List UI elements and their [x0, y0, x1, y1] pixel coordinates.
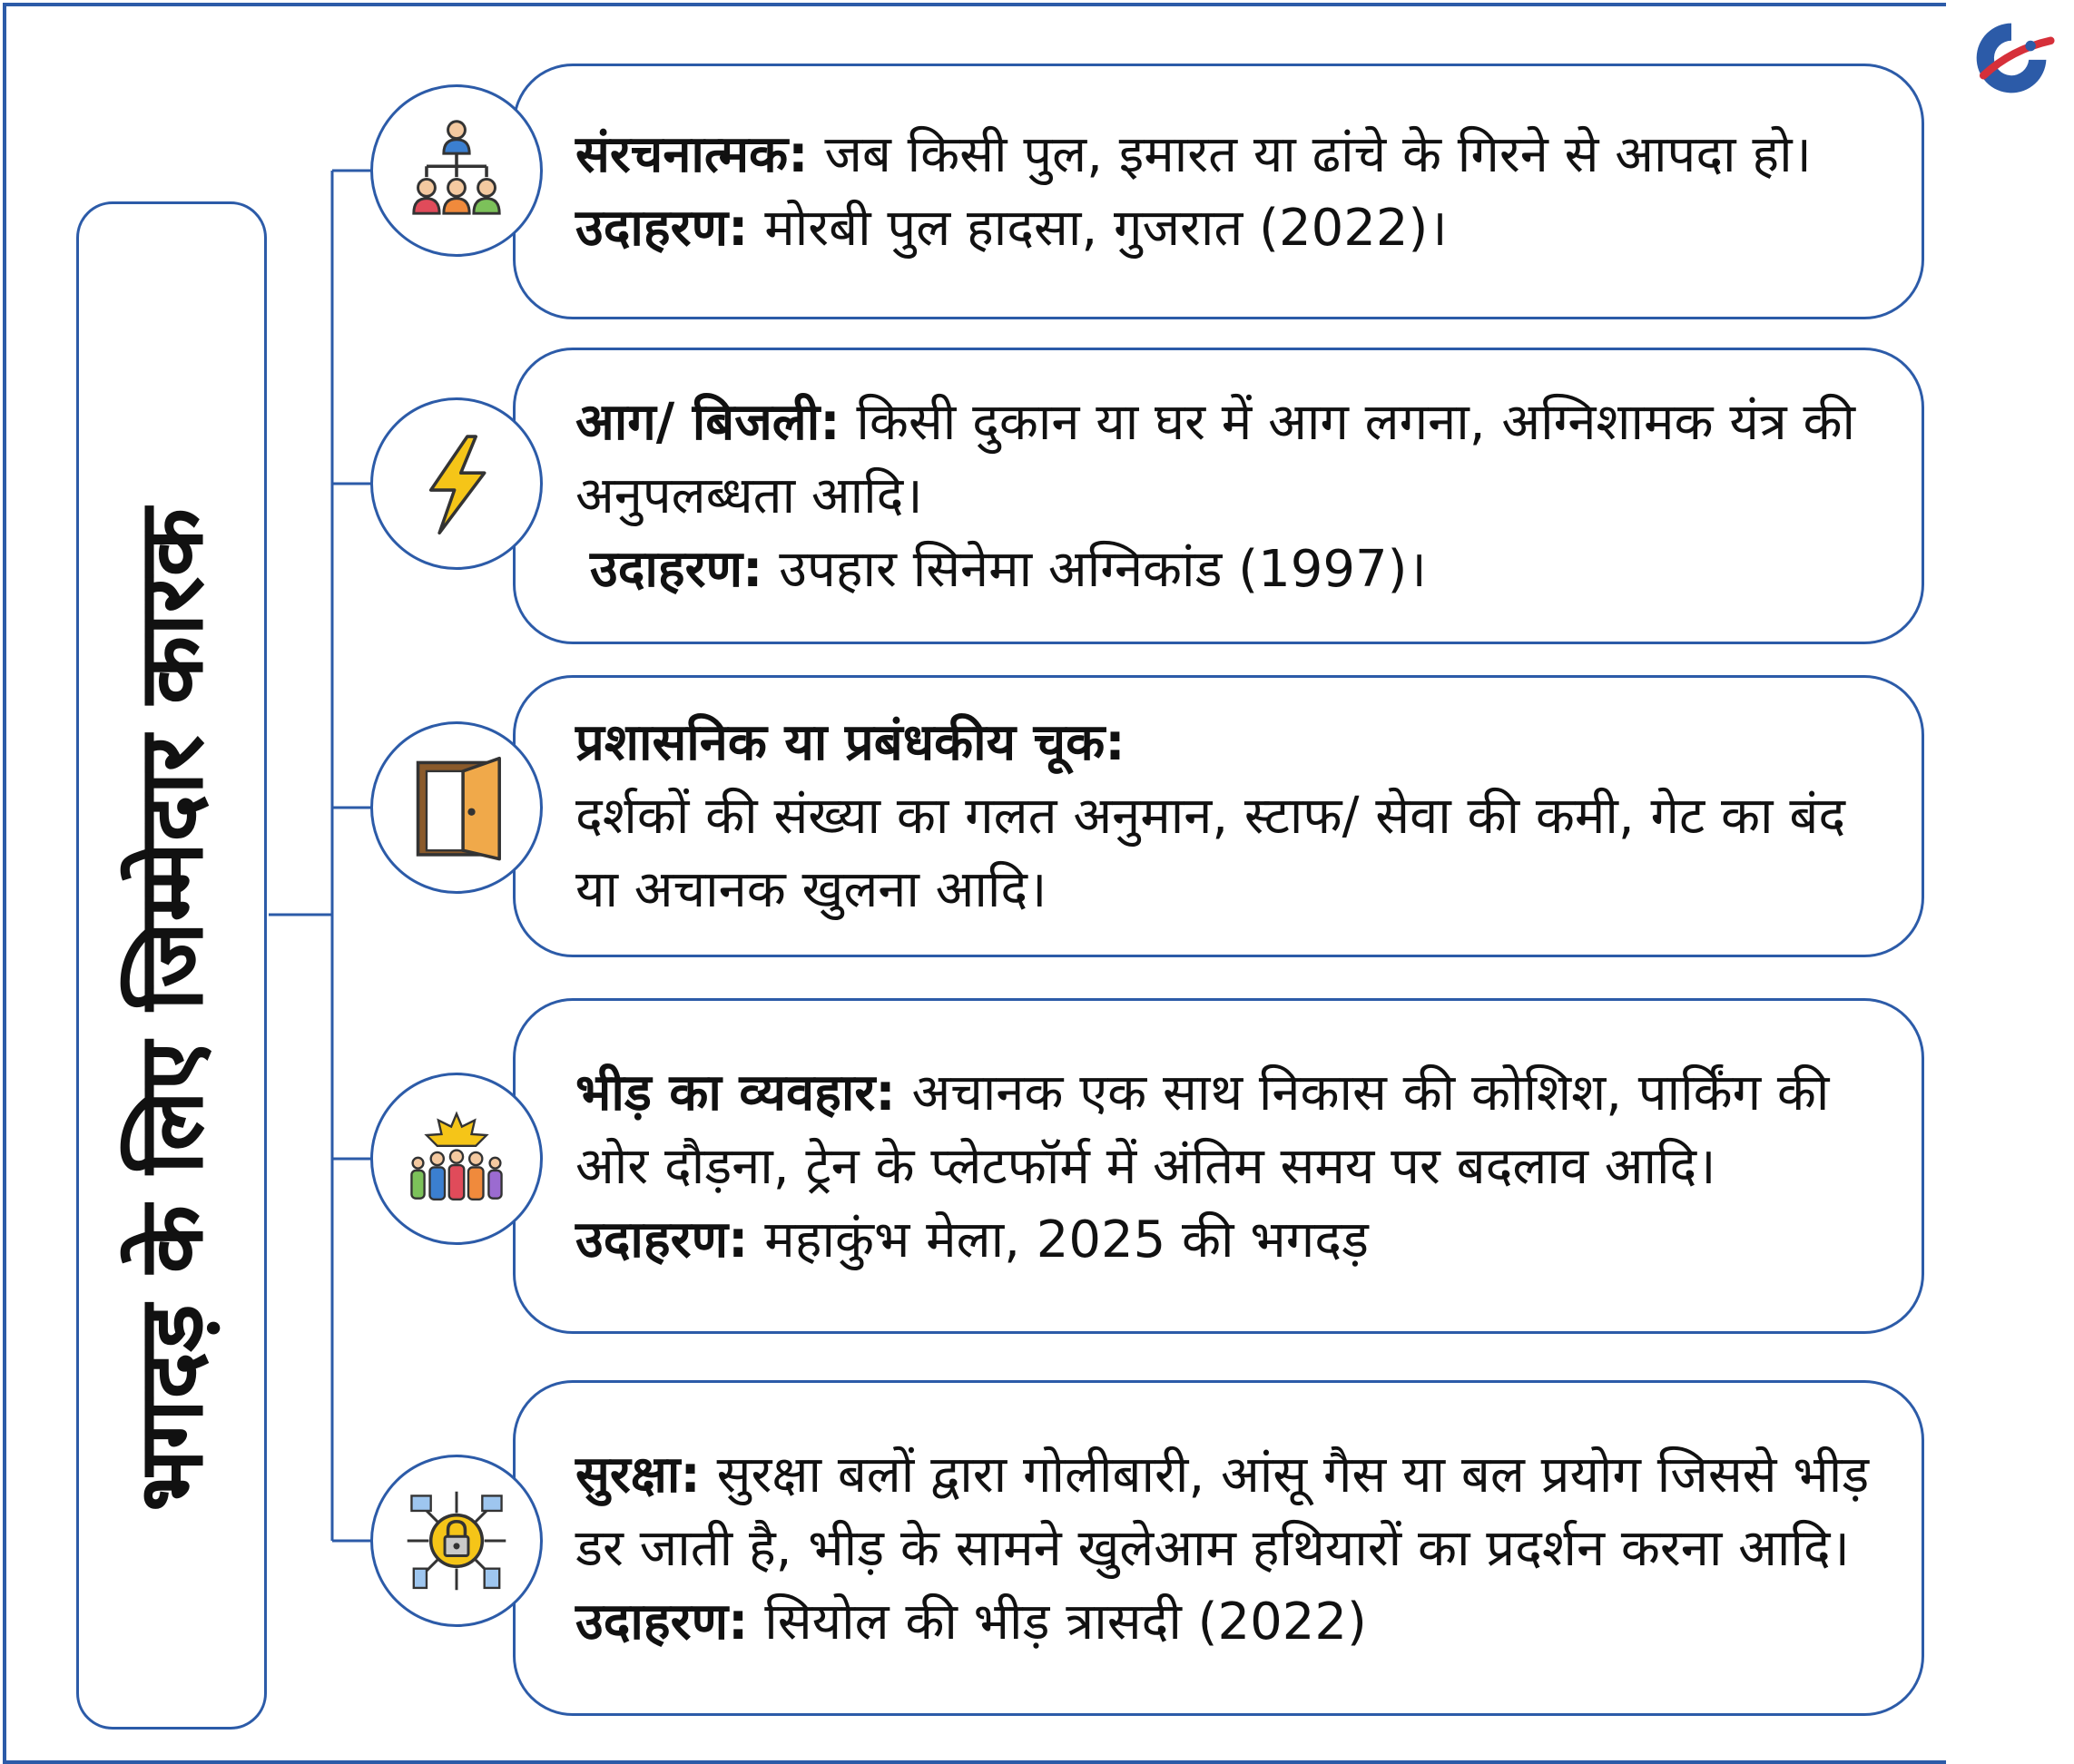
hierarchy-people-icon — [370, 84, 543, 257]
factor-description — [575, 386, 1889, 533]
example-label: उदाहरण: — [575, 1592, 749, 1651]
factor-description — [575, 1056, 1889, 1203]
crowd-icon — [370, 1073, 543, 1245]
factor-heading-line — [575, 706, 1889, 779]
factor-heading: आग/ बिजली: — [575, 393, 840, 452]
security-lock-network-icon — [370, 1455, 543, 1627]
factor-text: जब किसी पुल, इमारत या ढांचे के गिरने से आपदा हो। — [808, 125, 1812, 184]
factor-description — [575, 1438, 1889, 1585]
example-label: उदाहरण: — [575, 199, 749, 258]
example-text: मोरबी पुल हादसा, गुजरात (2022)। — [748, 199, 1448, 258]
factor-heading: भीड़ का व्यवहार: — [575, 1063, 896, 1122]
factor-text: किसी दुकान या घर में आग लगना, अग्निशामक यंत्र की अनुपलब्धता आदि। — [575, 393, 1856, 525]
factor-card-fire-electricity — [513, 348, 1924, 644]
example-text: महाकुंभ मेला, 2025 की भगदड़ — [748, 1210, 1369, 1269]
factor-text: सुरक्षा बलों द्वारा गोलीबारी, आंसू गैस या बल प्रयोग जिससे भीड़ डर जाती है, भीड़ के सामने खुलेआम हथियारों का प्रदर्शन करना आदि। — [575, 1445, 1870, 1578]
lightning-bolt-icon — [370, 397, 543, 570]
open-door-icon — [370, 721, 543, 894]
factor-text: अचानक एक साथ निकास की कोशिश, पार्किंग की ओर दौड़ना, ट्रेन के प्लेटफॉर्म में अंतिम समय पर बदलाव आदि। — [575, 1063, 1830, 1196]
factor-card-crowd-behaviour — [513, 998, 1924, 1334]
factor-heading: प्रशासनिक या प्रबंधकीय चूक: — [575, 713, 1125, 772]
factor-heading: सुरक्षा: — [575, 1445, 701, 1504]
factor-description — [575, 118, 1889, 191]
factor-card-administrative — [513, 675, 1924, 957]
factor-text: दर्शकों की संख्या का गलत अनुमान, स्टाफ/ सेवा की कमी, गेट का बंद या अचानक खुलना आदि। — [575, 787, 1846, 919]
diagram-title: भगदड़ के लिए जिम्मेदार कारक — [120, 508, 223, 1512]
example-text: सियोल की भीड़ त्रासदी (2022) — [748, 1592, 1367, 1651]
factor-example — [575, 533, 1889, 606]
example-label: उदाहरण: — [575, 1210, 749, 1269]
factor-example — [575, 1585, 1889, 1659]
example-text: उपहार सिनेमा अग्निकांड (1997)। — [762, 540, 1427, 599]
factor-card-structural — [513, 64, 1924, 319]
factor-example — [575, 191, 1889, 265]
factor-heading: संरचनात्मक: — [575, 125, 809, 184]
factor-card-security — [513, 1380, 1924, 1716]
factor-example — [575, 1203, 1889, 1277]
example-label: उदाहरण: — [590, 540, 763, 599]
